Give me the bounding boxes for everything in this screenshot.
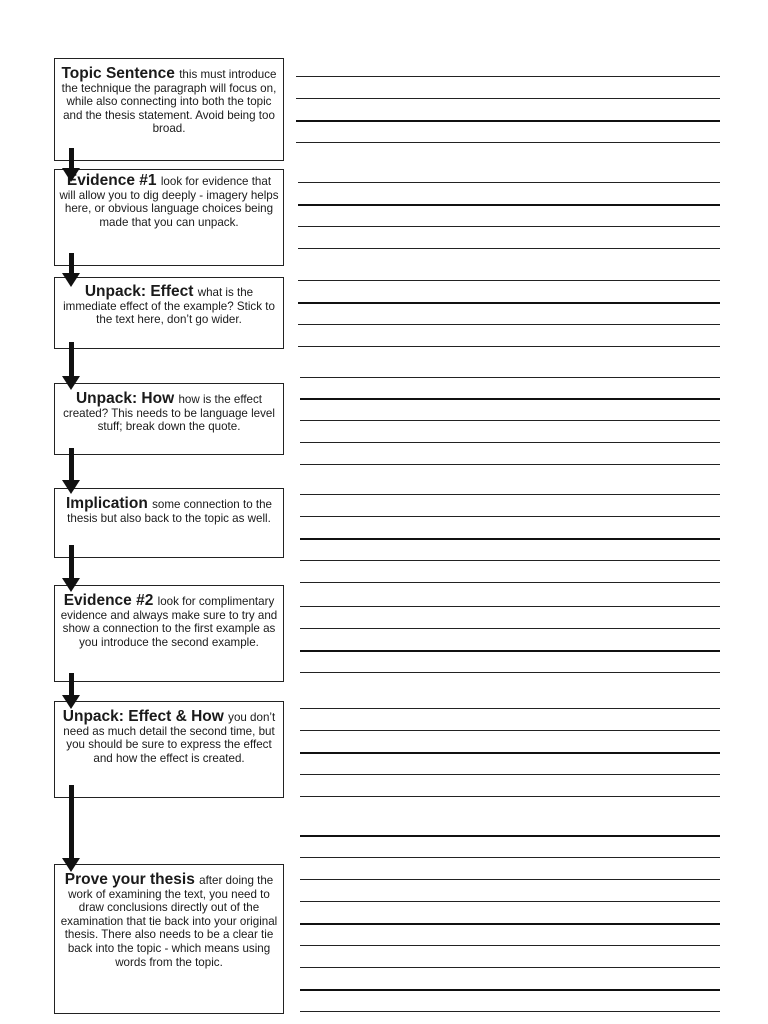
writing-line[interactable] <box>300 1011 720 1012</box>
writing-line[interactable] <box>300 708 720 709</box>
writing-line[interactable] <box>298 226 720 227</box>
writing-line[interactable] <box>298 324 720 325</box>
down-arrow-icon <box>62 448 80 494</box>
writing-line[interactable] <box>300 923 720 925</box>
step-title: Unpack: How <box>75 390 179 407</box>
writing-line[interactable] <box>300 945 720 946</box>
step-box-unpack-how <box>54 383 284 455</box>
down-arrow-icon <box>62 545 80 592</box>
writing-line[interactable] <box>300 606 720 607</box>
writing-line[interactable] <box>298 302 720 304</box>
writing-line[interactable] <box>298 280 720 281</box>
writing-line[interactable] <box>298 346 720 347</box>
writing-line[interactable] <box>296 120 720 122</box>
writing-line[interactable] <box>300 650 720 652</box>
step-title: Evidence #1 <box>66 172 161 189</box>
writing-line[interactable] <box>300 989 720 991</box>
step-box-evidence-2 <box>54 585 284 682</box>
writing-line[interactable] <box>300 774 720 775</box>
writing-line[interactable] <box>300 516 720 517</box>
writing-line[interactable] <box>296 142 720 143</box>
writing-line[interactable] <box>300 560 720 561</box>
writing-line[interactable] <box>300 730 720 731</box>
writing-line[interactable] <box>298 204 720 206</box>
writing-line[interactable] <box>300 538 720 540</box>
step-box-evidence-1 <box>54 169 284 266</box>
step-description: look for complimentary evidence and always make sure to try and show a connection to the first example as you introduce the second example. <box>60 595 278 649</box>
writing-line[interactable] <box>300 464 720 465</box>
writing-line[interactable] <box>300 901 720 902</box>
writing-line[interactable] <box>300 377 720 378</box>
writing-line[interactable] <box>300 796 720 797</box>
writing-line[interactable] <box>296 76 720 77</box>
step-title: Implication <box>65 495 153 512</box>
step-description: this must introduce the technique the paragraph will focus on, while also connecting into both the topic and the thesis statement. Avoid being too broad. <box>61 68 277 136</box>
step-title: Evidence #2 <box>63 592 158 609</box>
writing-line[interactable] <box>300 442 720 443</box>
step-description: you don’t need as much detail the second time, but you should be sure to express the effect and how the effect is created. <box>63 711 276 765</box>
step-box-prove-thesis <box>54 864 284 1014</box>
writing-line[interactable] <box>300 857 720 858</box>
step-title: Prove your thesis <box>64 871 200 888</box>
step-description: how is the effect created? This needs to be language level stuff; break down the quote. <box>63 393 275 434</box>
step-box-topic-sentence <box>54 58 284 161</box>
writing-line[interactable] <box>300 494 720 495</box>
step-title: Unpack: Effect & How <box>62 708 229 725</box>
step-box-unpack-effect-how <box>54 701 284 798</box>
writing-line[interactable] <box>298 182 720 183</box>
writing-line[interactable] <box>300 835 720 837</box>
step-description: look for evidence that will allow you to dig deeply - imagery helps here, or obvious language choices being made that you can unpack. <box>59 175 279 229</box>
writing-line[interactable] <box>300 628 720 629</box>
writing-line[interactable] <box>298 248 720 249</box>
writing-line[interactable] <box>300 420 720 421</box>
step-box-unpack-effect <box>54 277 284 349</box>
step-title: Unpack: Effect <box>84 283 198 300</box>
down-arrow-icon <box>62 673 80 709</box>
step-box-implication <box>54 488 284 558</box>
writing-line[interactable] <box>300 672 720 673</box>
writing-line[interactable] <box>300 752 720 754</box>
step-title: Topic Sentence <box>61 65 180 82</box>
writing-line[interactable] <box>296 98 720 99</box>
step-description: some connection to the thesis but also back to the topic as well. <box>67 498 272 525</box>
down-arrow-icon <box>62 148 80 182</box>
down-arrow-icon <box>62 785 80 872</box>
down-arrow-icon <box>62 253 80 287</box>
writing-line[interactable] <box>300 967 720 968</box>
writing-line[interactable] <box>300 582 720 583</box>
down-arrow-icon <box>62 342 80 390</box>
step-description: what is the immediate effect of the example? Stick to the text here, don’t go wider. <box>63 286 275 327</box>
writing-line[interactable] <box>300 398 720 400</box>
writing-line[interactable] <box>300 879 720 880</box>
step-description: after doing the work of examining the text, you need to draw conclusions directly out of the examination that tie back into your original thesis. There also needs to be a clear tie back into the topic - which means using words from the topic. <box>60 874 278 969</box>
